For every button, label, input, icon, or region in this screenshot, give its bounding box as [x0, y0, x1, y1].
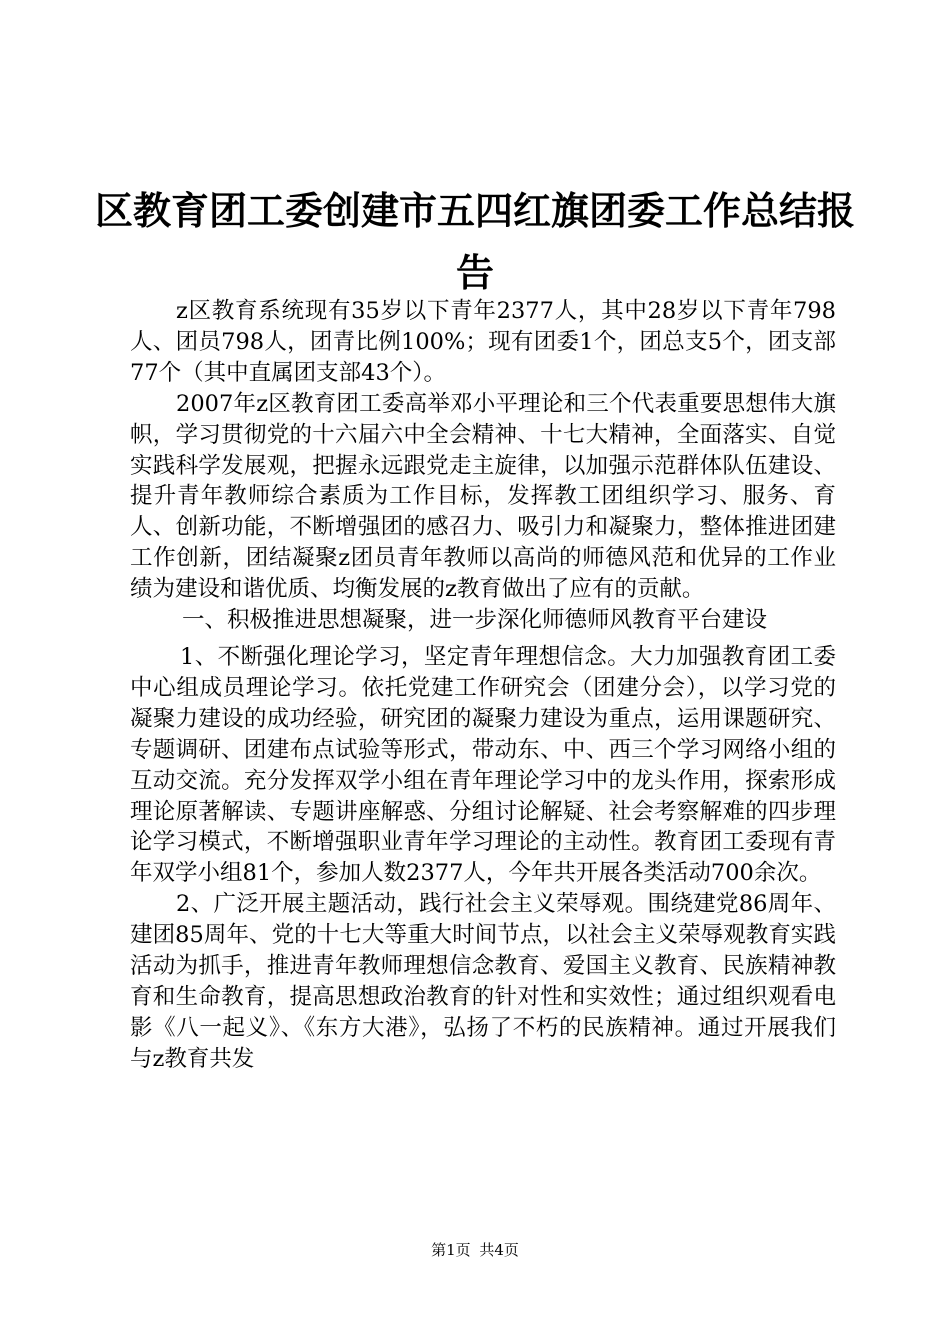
- document-title: [0, 180, 950, 304]
- page-total: 共4页: [479, 1241, 519, 1259]
- title-line-2: 告: [455, 251, 494, 295]
- section-heading-1: 一、积极推进思想凝聚，进一步深化师德师风教育平台建设: [182, 607, 768, 634]
- paragraph-intro: z区教育系统现有35岁以下青年2377人，其中28岁以下青年798人、团员798人，团青比例100%；现有团委1个，团总支5个，团支部77个（其中直属团支部43个）。: [130, 298, 836, 386]
- page-footer: [0, 1240, 950, 1260]
- document-body: [130, 296, 836, 1075]
- paragraph-item-2: 2、广泛开展主题活动，践行社会主义荣辱观。围绕建党86周年、建团85周年、党的十七大等重大时间节点，以社会主义荣辱观教育实践活动为抓手，推进青年教师理想信念教育、爱国主义教育、民族精神教育和生命教育，提高思想政治教育的针对性和实效性；通过组织观看电影《八一起义》、《东方大港》，弘扬了不朽的民族精神。通过开展我们与z教育共发: [130, 891, 836, 1072]
- paragraph-overview: 2007年z区教育团工委高举邓小平理论和三个代表重要思想伟大旗帜，学习贯彻党的十六届六中全会精神、十七大精神，全面落实、自觉实践科学发展观，把握永远跟党走主旋律，以加强示范群体队伍建设、提升青年教师综合素质为工作目标，发挥教工团组织学习、服务、育人、创新功能，不断增强团的感召力、吸引力和凝聚力，整体推进团建工作创新，团结凝聚z团员青年教师以高尚的师德风范和优异的工作业绩为建设和谐优质、均衡发展的z教育做出了应有的贡献。: [130, 390, 836, 603]
- page-number: 第1页: [431, 1241, 471, 1259]
- title-line-1: 区教育团工委创建市五四红旗团委工作总结报: [94, 189, 855, 233]
- paragraph-item-1: 1、不断强化理论学习，坚定青年理想信念。大力加强教育团工委中心组成员理论学习。依托党建工作研究会（团建分会），以学习党的凝聚力建设的成功经验，研究团的凝聚力建设为重点，运用课题研究、专题调研、团建布点试验等形式，带动东、中、西三个学习网络小组的互动交流。充分发挥双学小组在青年理论学习中的龙头作用，探索形成理论原著解读、专题讲座解惑、分组讨论解疑、社会考察解难的四步理论学习模式，不断增强职业青年学习理论的主动性。教育团工委现有青年双学小组81个，参加人数2377人，今年共开展各类活动700余次。: [130, 643, 836, 887]
